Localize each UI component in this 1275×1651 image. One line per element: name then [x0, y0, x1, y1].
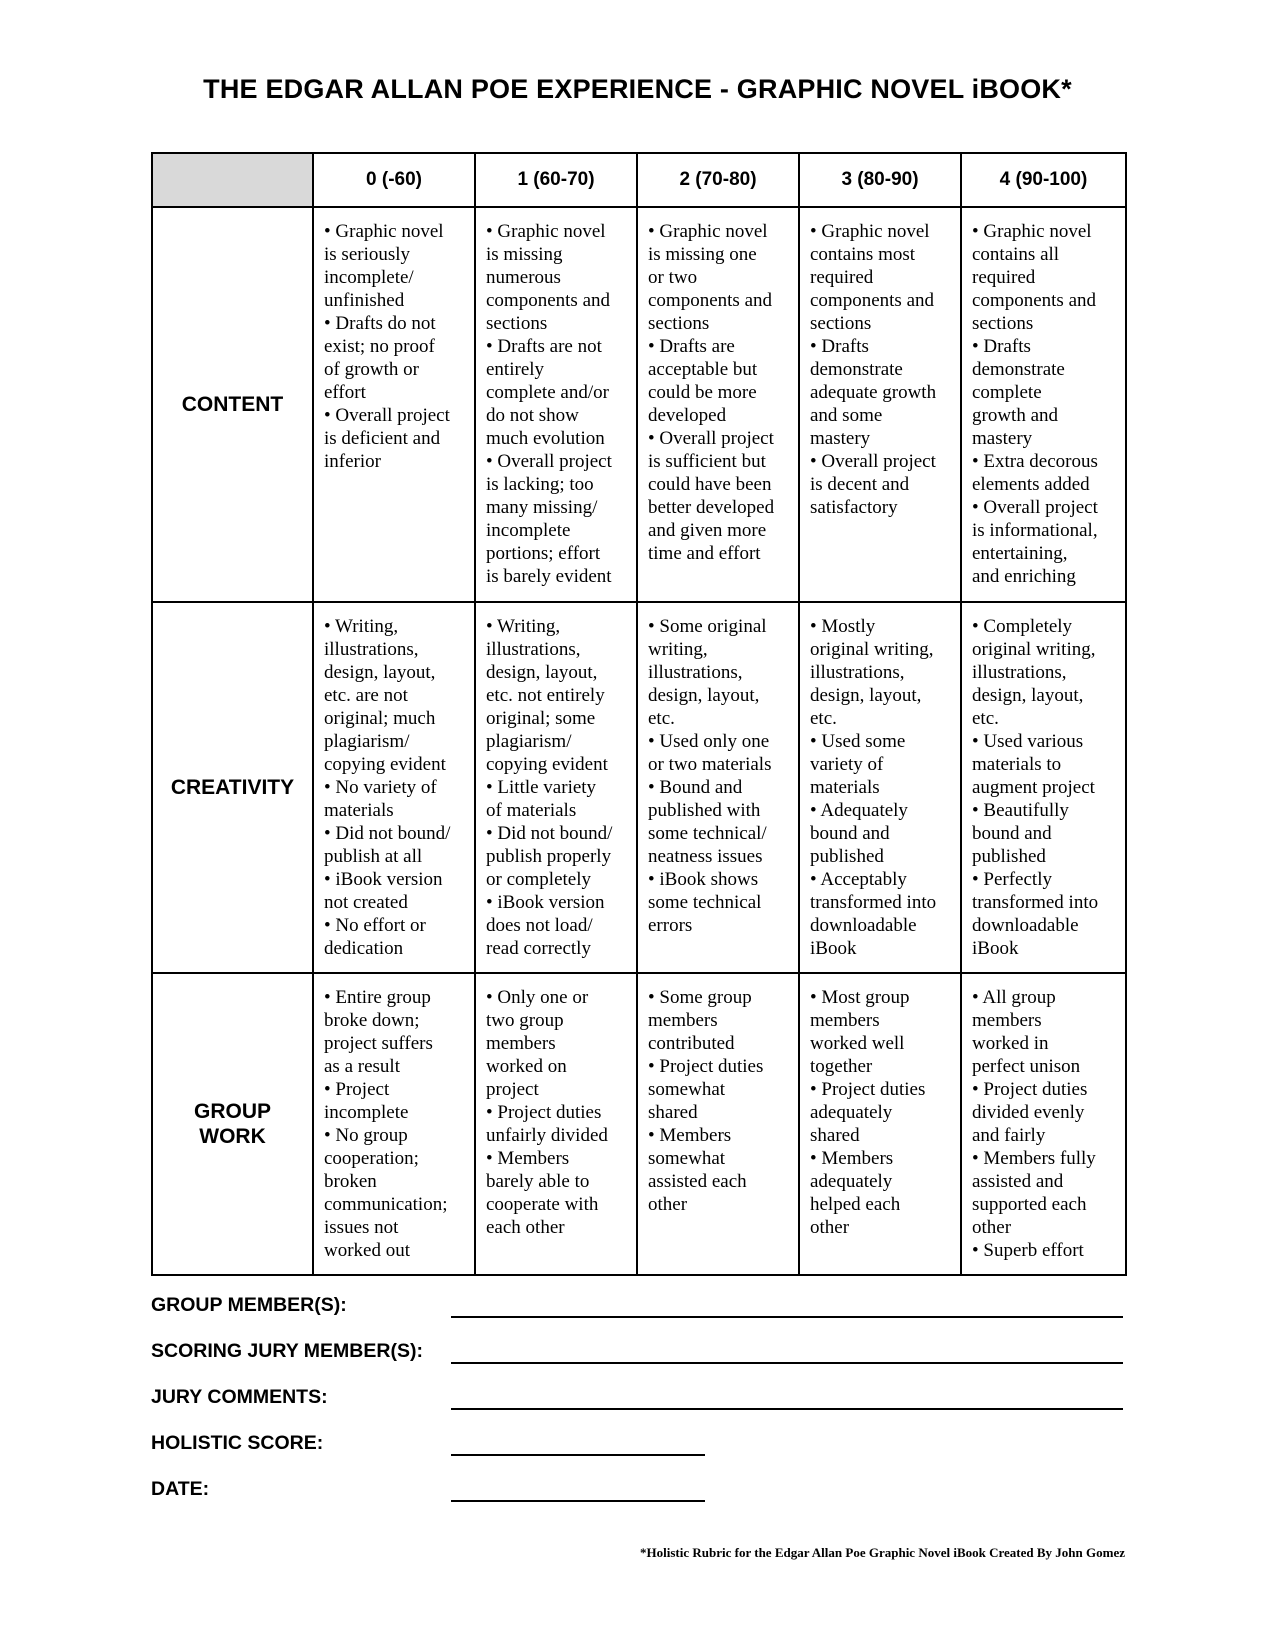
rubric-cell-line: and fairly — [972, 1125, 1046, 1146]
form-label: SCORING JURY MEMBER(S): — [151, 1340, 423, 1362]
rubric-cell-line: • Used various — [972, 731, 1084, 752]
rubric-cell-line: design, layout, — [972, 685, 1084, 706]
rubric-cell-line: does not load/ — [486, 915, 593, 936]
rubric-cell-line: • Mostly — [810, 616, 876, 637]
rubric-cell-line: contains most — [810, 244, 916, 265]
rubric-cell-line: • Graphic novel — [486, 221, 606, 242]
rubric-cell-line: developed — [648, 405, 727, 426]
rubric-row-creativity — [152, 602, 1126, 973]
rubric-cell-line: • Acceptably — [810, 869, 907, 890]
rubric-cell-line: worked in — [972, 1033, 1049, 1054]
rubric-cell-line: elements added — [972, 474, 1090, 495]
rubric-cell-line: cooperation; — [324, 1148, 419, 1169]
rubric-cell-line: dedication — [324, 938, 404, 959]
rubric-cell-line: components and — [486, 290, 611, 311]
rubric-cell-line: much evolution — [486, 428, 605, 449]
rubric-cell-line: original; much — [324, 708, 436, 729]
rubric-cell-line: read correctly — [486, 938, 591, 959]
rubric-cell — [799, 207, 961, 602]
form-group-members — [151, 1294, 1125, 1324]
rubric-cell-line: broke down; — [324, 1010, 420, 1031]
rubric-cell-line: many missing/ — [486, 497, 598, 518]
rubric-cell-line: could have been — [648, 474, 772, 495]
rubric-cell-line: as a result — [324, 1056, 400, 1077]
rubric-cell-line: writing, — [648, 639, 708, 660]
rubric-cell-line: • Project duties — [810, 1079, 926, 1100]
rubric-cell-line: of growth or — [324, 359, 419, 380]
rubric-cell-line: original writing, — [810, 639, 934, 660]
rubric-cell-line: • Used only one — [648, 731, 770, 752]
rubric-cell-line: not created — [324, 892, 408, 913]
rubric-cell-line: • Members fully — [972, 1148, 1096, 1169]
rubric-cell — [313, 602, 475, 973]
rubric-cell-line: is sufficient but — [648, 451, 766, 472]
page-title: THE EDGAR ALLAN POE EXPERIENCE - GRAPHIC NOVEL iBOOK* — [203, 74, 1072, 104]
level-header-0: 0 (-60) — [313, 153, 475, 207]
rubric-cell-line: • Graphic novel — [972, 221, 1092, 242]
rubric-cell-line: cooperate with — [486, 1194, 599, 1215]
rubric-cell — [475, 602, 637, 973]
rubric-cell-line: shared — [648, 1102, 698, 1123]
rubric-corner-cell — [152, 153, 313, 207]
rubric-cell-line: broken — [324, 1171, 377, 1192]
rubric-cell-line: incomplete/ — [324, 267, 414, 288]
form-label: JURY COMMENTS: — [151, 1386, 328, 1408]
rubric-cell-line: publish at all — [324, 846, 423, 867]
rubric-cell-line: • Overall project — [810, 451, 936, 472]
rubric-header-row — [152, 153, 1126, 207]
rubric-cell — [637, 207, 799, 602]
rubric-cell-line: each other — [486, 1217, 565, 1238]
rubric-cell-line: materials — [324, 800, 394, 821]
rubric-cell-line: augment project — [972, 777, 1095, 798]
rubric-cell-line: entirely — [486, 359, 545, 380]
rubric-cell-line: effort — [324, 382, 366, 403]
rubric-cell-line: incomplete — [486, 520, 571, 541]
form-jury-comments — [151, 1386, 1125, 1416]
rubric-cell-line: iBook — [810, 938, 857, 959]
rubric-cell-line: members — [810, 1010, 880, 1031]
rubric-cell — [961, 973, 1126, 1275]
rubric-cell-line: and some — [810, 405, 883, 426]
rubric-cell-line: errors — [648, 915, 693, 936]
rubric-cell-line: design, layout, — [648, 685, 760, 706]
rubric-cell-line: etc. — [810, 708, 837, 729]
rubric-cell-line: members — [486, 1033, 556, 1054]
level-header-1: 1 (60-70) — [475, 153, 637, 207]
criterion-group-work-label: GROUP WORK — [193, 1100, 271, 1148]
rubric-cell-line: contains all — [972, 244, 1060, 265]
rubric-cell-line: portions; effort — [486, 543, 601, 564]
rubric-cell-line: • All group — [972, 987, 1056, 1008]
rubric-cell-line: design, layout, — [324, 662, 436, 683]
rubric-cell-line: • Overall project — [324, 405, 450, 426]
rubric-cell-line: mastery — [972, 428, 1033, 449]
level-header-2: 2 (70-80) — [637, 153, 799, 207]
rubric-cell-line: design, layout, — [486, 662, 598, 683]
rubric-cell-line: • Project — [324, 1079, 390, 1100]
rubric-cell-line: and given more — [648, 520, 767, 541]
rubric-cell-line: is missing one — [648, 244, 757, 265]
rubric-cell-line: • Some group — [648, 987, 752, 1008]
rubric-cell-line: contributed — [648, 1033, 735, 1054]
rubric-cell-line: design, layout, — [810, 685, 922, 706]
rubric-cell — [799, 602, 961, 973]
rubric-cell-line: • iBook version — [324, 869, 443, 890]
rubric-cell-line: etc. — [972, 708, 999, 729]
rubric-cell-line: • Drafts are — [648, 336, 735, 357]
rubric-cell-line: worked on — [486, 1056, 567, 1077]
form-label: GROUP MEMBER(S): — [151, 1294, 347, 1316]
rubric-cell-line: project suffers — [324, 1033, 433, 1054]
rubric-cell-line: other — [972, 1217, 1012, 1238]
rubric-cell-line: bound and — [972, 823, 1052, 844]
criterion-creativity: CREATIVITY — [152, 602, 313, 973]
rubric-cell-line: downloadable — [972, 915, 1079, 936]
rubric-cell-line: original writing, — [972, 639, 1096, 660]
rubric-cell-line: • iBook shows — [648, 869, 759, 890]
rubric-cell-line: transformed into — [810, 892, 937, 913]
rubric-cell-line: • No group — [324, 1125, 408, 1146]
rubric-cell-line: acceptable but — [648, 359, 758, 380]
rubric-cell-line: • Overall project — [648, 428, 774, 449]
rubric-cell-line: of materials — [486, 800, 577, 821]
rubric-cell-line: • No variety of — [324, 777, 437, 798]
rubric-cell-line: etc. — [648, 708, 675, 729]
rubric-cell-line: published — [810, 846, 884, 867]
rubric-cell-line: • Graphic novel — [648, 221, 768, 242]
rubric-cell-line: or two — [648, 267, 698, 288]
rubric-cell-line: adequately — [810, 1102, 893, 1123]
rubric-cell-line: etc. not entirely — [486, 685, 605, 706]
rubric-cell-line: is lacking; too — [486, 474, 594, 495]
form-blank-line[interactable] — [451, 1454, 705, 1456]
rubric-cell-line: • Bound and — [648, 777, 743, 798]
rubric-cell-line: do not show — [486, 405, 579, 426]
rubric-cell-line: sections — [486, 313, 548, 334]
rubric-cell-line: transformed into — [972, 892, 1099, 913]
rubric-cell-line: somewhat — [648, 1079, 726, 1100]
rubric-cell-line: • Overall project — [486, 451, 612, 472]
rubric-cell-line: • Adequately — [810, 800, 908, 821]
rubric-cell-line: downloadable — [810, 915, 917, 936]
rubric-cell-line: • Members — [810, 1148, 894, 1169]
rubric-cell-line: sections — [810, 313, 872, 334]
rubric-cell-line: sections — [972, 313, 1034, 334]
rubric-cell-line: issues not — [324, 1217, 399, 1238]
rubric-cell-line: • Writing, — [324, 616, 399, 637]
rubric-cell-line: • Little variety — [486, 777, 597, 798]
form-date — [151, 1478, 1125, 1508]
rubric-cell-line: • Perfectly — [972, 869, 1052, 890]
rubric-cell-line: components and — [648, 290, 773, 311]
form-blank-line[interactable] — [451, 1500, 705, 1502]
rubric-cell-line: publish properly — [486, 846, 612, 867]
rubric-cell-line: time and effort — [648, 543, 761, 564]
rubric-cell-line: copying evident — [486, 754, 608, 775]
rubric-cell-line: illustrations, — [648, 662, 743, 683]
rubric-cell-line: iBook — [972, 938, 1019, 959]
rubric-cell-line: • No effort or — [324, 915, 426, 936]
rubric-cell-line: • Drafts are not — [486, 336, 602, 357]
rubric-cell-line: plagiarism/ — [324, 731, 410, 752]
rubric-cell — [475, 207, 637, 602]
rubric-cell-line: is seriously — [324, 244, 411, 265]
form-label: DATE: — [151, 1478, 210, 1500]
rubric-cell-line: unfairly divided — [486, 1125, 608, 1146]
rubric-cell-line: • Entire group — [324, 987, 431, 1008]
rubric-cell-line: illustrations, — [486, 639, 581, 660]
rubric-cell-line: • Beautifully — [972, 800, 1069, 821]
rubric-cell-line: is informational, — [972, 520, 1098, 541]
rubric-cell-line: • Graphic novel — [324, 221, 444, 242]
rubric-cell-line: • Used some — [810, 731, 906, 752]
rubric-cell-line: • Drafts — [972, 336, 1031, 357]
rubric-cell-line: satisfactory — [810, 497, 898, 518]
rubric-cell — [637, 973, 799, 1275]
rubric-cell-line: is decent and — [810, 474, 910, 495]
rubric-cell-line: is deficient and — [324, 428, 441, 449]
rubric-cell-line: • Project duties — [486, 1102, 602, 1123]
rubric-cell-line: • Completely — [972, 616, 1073, 637]
rubric-cell-line: unfinished — [324, 290, 405, 311]
rubric-cell-line: complete and/or — [486, 382, 609, 403]
rubric-cell-line: demonstrate — [810, 359, 903, 380]
rubric-cell-line: could be more — [648, 382, 757, 403]
form-blank-line[interactable] — [451, 1408, 1123, 1410]
rubric-cell — [475, 973, 637, 1275]
rubric-cell-line: worked out — [324, 1240, 411, 1261]
rubric-cell-line: members — [972, 1010, 1042, 1031]
footnote: *Holistic Rubric for the Edgar Allan Poe Graphic Novel iBook Created By John Gomez — [640, 1545, 1125, 1560]
rubric-cell-line: • Members — [486, 1148, 570, 1169]
form-label: HOLISTIC SCORE: — [151, 1432, 324, 1454]
rubric-cell-line: published with — [648, 800, 761, 821]
rubric-cell-line: required — [810, 267, 874, 288]
rubric-cell — [961, 602, 1126, 973]
rubric-cell-line: • Drafts — [810, 336, 869, 357]
rubric-cell-line: supported each — [972, 1194, 1087, 1215]
rubric-cell-line: plagiarism/ — [486, 731, 572, 752]
rubric-cell-line: • Did not bound/ — [324, 823, 451, 844]
rubric-cell-line: some technical — [648, 892, 762, 913]
rubric-cell-line: other — [810, 1217, 850, 1238]
rubric-cell-line: • Drafts do not — [324, 313, 436, 334]
rubric-cell-line: adequately — [810, 1171, 893, 1192]
rubric-cell-line: etc. are not — [324, 685, 408, 706]
rubric-cell-line: incomplete — [324, 1102, 409, 1123]
rubric-cell-line: • Superb effort — [972, 1240, 1084, 1261]
rubric-cell-line: demonstrate — [972, 359, 1065, 380]
rubric-cell-line: complete — [972, 382, 1042, 403]
rubric-cell-line: • Did not bound/ — [486, 823, 613, 844]
rubric-cell-line: original; some — [486, 708, 596, 729]
rubric-cell-line: materials — [810, 777, 880, 798]
rubric-cell-line: entertaining, — [972, 543, 1068, 564]
rubric-cell-line: illustrations, — [810, 662, 905, 683]
rubric-cell-line: • Some original — [648, 616, 767, 637]
rubric-cell-line: copying evident — [324, 754, 446, 775]
rubric-cell-line: adequate growth — [810, 382, 937, 403]
rubric-cell-line: better developed — [648, 497, 775, 518]
rubric-cell-line: communication; — [324, 1194, 448, 1215]
rubric-cell-line: materials to — [972, 754, 1062, 775]
rubric-table — [151, 152, 1127, 1276]
rubric-cell-line: bound and — [810, 823, 890, 844]
rubric-cell-line: is missing — [486, 244, 563, 265]
rubric-cell-line: or completely — [486, 869, 591, 890]
rubric-cell-line: required — [972, 267, 1036, 288]
form-holistic-score — [151, 1432, 1125, 1462]
rubric-cell-line: • Only one or — [486, 987, 589, 1008]
rubric-cell-line: some technical/ — [648, 823, 767, 844]
rubric-row-content — [152, 207, 1126, 602]
rubric-cell-line: is barely evident — [486, 566, 612, 587]
rubric-cell-line: published — [972, 846, 1046, 867]
rubric-cell — [961, 207, 1126, 602]
rubric-cell-line: • Writing, — [486, 616, 561, 637]
rubric-cell-line: exist; no proof — [324, 336, 435, 357]
rubric-cell-line: • Project duties — [972, 1079, 1088, 1100]
rubric-cell-line: sections — [648, 313, 710, 334]
rubric-cell-line: mastery — [810, 428, 871, 449]
rubric-cell-line: neatness issues — [648, 846, 763, 867]
rubric-cell-line: barely able to — [486, 1171, 590, 1192]
rubric-cell — [313, 973, 475, 1275]
level-header-4: 4 (90-100) — [961, 153, 1126, 207]
rubric-cell-line: helped each — [810, 1194, 901, 1215]
criterion-content: CONTENT — [152, 207, 313, 602]
rubric-cell-line: • Overall project — [972, 497, 1098, 518]
rubric-cell-line: assisted and — [972, 1171, 1064, 1192]
rubric-cell-line: • Extra decorous — [972, 451, 1098, 472]
rubric-cell-line: numerous — [486, 267, 561, 288]
rubric-cell-line: worked well — [810, 1033, 905, 1054]
rubric-cell-line: components and — [810, 290, 935, 311]
rubric-cell — [313, 207, 475, 602]
rubric-cell — [637, 602, 799, 973]
rubric-cell-line: assisted each — [648, 1171, 747, 1192]
level-header-3: 3 (80-90) — [799, 153, 961, 207]
rubric-cell-line: variety of — [810, 754, 884, 775]
rubric-cell-line: • iBook version — [486, 892, 605, 913]
rubric-cell-line: project — [486, 1079, 539, 1100]
rubric-cell-line: • Most group — [810, 987, 910, 1008]
rubric-cell-line: shared — [810, 1125, 860, 1146]
rubric-cell-line: components and — [972, 290, 1097, 311]
rubric-cell-line: inferior — [324, 451, 381, 472]
rubric-cell-line: • Members — [648, 1125, 732, 1146]
form-scoring-jury — [151, 1340, 1125, 1370]
form-blank-line[interactable] — [451, 1316, 1123, 1318]
rubric-cell-line: • Project duties — [648, 1056, 764, 1077]
rubric-row-group-work — [152, 973, 1126, 1275]
rubric-cell-line: together — [810, 1056, 873, 1077]
rubric-cell-line: illustrations, — [972, 662, 1067, 683]
rubric-cell — [799, 973, 961, 1275]
rubric-cell-line: illustrations, — [324, 639, 419, 660]
rubric-cell-line: two group — [486, 1010, 564, 1031]
rubric-cell-line: perfect unison — [972, 1056, 1081, 1077]
rubric-cell-line: and enriching — [972, 566, 1076, 587]
rubric-cell-line: divided evenly — [972, 1102, 1085, 1123]
criterion-group-work — [152, 973, 313, 1275]
rubric-cell-line: members — [648, 1010, 718, 1031]
rubric-cell-line: • Graphic novel — [810, 221, 930, 242]
form-blank-line[interactable] — [451, 1362, 1123, 1364]
rubric-cell-line: somewhat — [648, 1148, 726, 1169]
rubric-cell-line: other — [648, 1194, 688, 1215]
rubric-cell-line: growth and — [972, 405, 1059, 426]
rubric-cell-line: or two materials — [648, 754, 772, 775]
